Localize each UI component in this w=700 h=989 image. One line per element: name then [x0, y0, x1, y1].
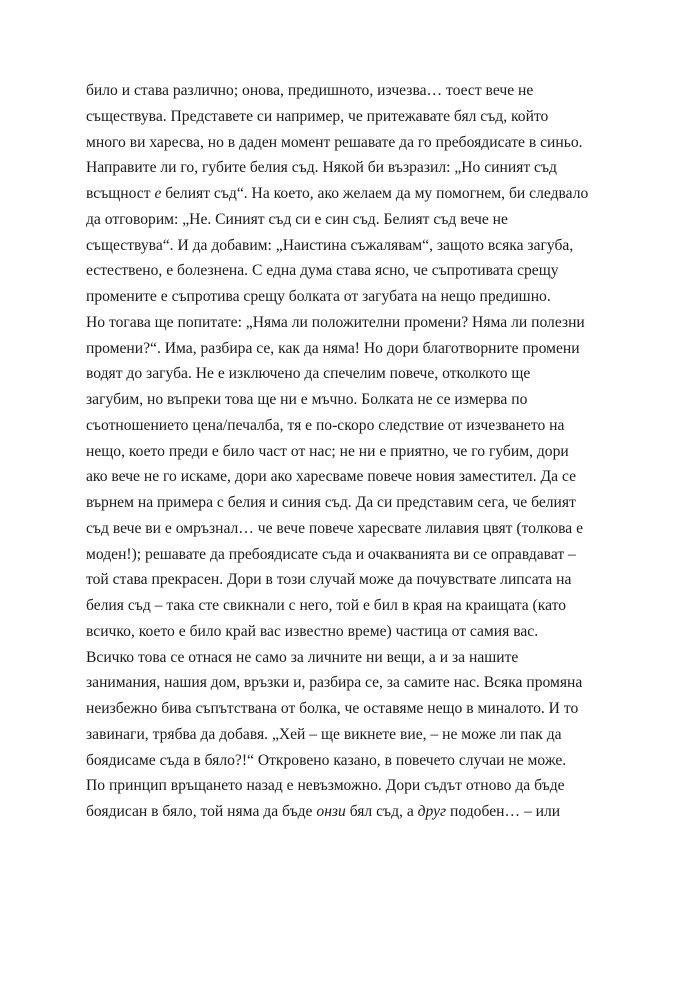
- text-line: завинаги, трябва да добавя. „Хей – ще викнете вие, – не може ли пак да: [86, 725, 562, 743]
- text-line: промени?“. Има, разбира се, как да няма! Но дори благотворните промени: [86, 339, 580, 357]
- text-line: белия съд – така сте свикнали с него, той е бил в края на краищата (като: [86, 597, 566, 614]
- text-line: естествено, е болезнена. С една дума става ясно, че съпротивата срещу: [86, 262, 559, 280]
- text-line: да отговорим: „Не. Синият съд си е син съд. Белият съд вече не: [86, 210, 508, 228]
- text-line: съществува. Представете си например, че притежавате бял съд, който: [86, 107, 549, 125]
- text-line: [86, 181, 646, 207]
- text-line: По принцип връщането назад е невъзможно. Дори съдът отново да бъде: [86, 777, 565, 795]
- text-line: нещо, което преди е било част от нас; не ни е приятно, че го губим, дори: [86, 442, 569, 460]
- text-line: [86, 799, 646, 825]
- text-line: занимания, нашия дом, връзки и, разбира се, за самите нас. Всяка промяна: [86, 674, 583, 692]
- italic-word: онзи: [316, 803, 346, 820]
- text-line: моден!); решавате да пребоядисате съда и очакванията ви се оправдават –: [86, 545, 576, 563]
- text-line: боядисаме съда в бяло?!“ Откровено казано, в повечето случаи не може.: [86, 751, 567, 769]
- italic-word: е: [154, 185, 162, 202]
- text-line: било и става различно; онова, предишното, изчезва… тоест вече не: [86, 82, 534, 99]
- text-line: ако вече не го искаме, дори ако харесваме повече новия заместител. Да се: [86, 468, 576, 486]
- text-line: водят до загуба. Не е изключено да спечелим повече, отколкото ще: [86, 365, 531, 383]
- text-line: Но тогава ще попитате: „Няма ли положителни промени? Няма ли полезни: [86, 313, 585, 331]
- text-line: съществува“. И да добавим: „Наистина съжалявам“, защото всяка загуба,: [86, 236, 574, 254]
- text-segment: подобен… – или: [446, 803, 561, 820]
- text-line: върнем на примера с белия и синия съд. Да си представим сега, че белият: [86, 494, 576, 511]
- text-line: съд вече ви е омръзнал… че вече повече харесвате лилавия цвят (толкова е: [86, 519, 584, 537]
- text-line: Всичко това се отнася не само за личните ни вещи, а и за нашите: [86, 648, 519, 666]
- text-line: промените е съпротива срещу болката от загубата на нещо предишно.: [86, 288, 551, 305]
- text-line: той става прекрасен. Дори в този случай може да почувствате липсата на: [86, 571, 572, 589]
- text-line: много ви харесва, но в даден момент решавате да го пребоядисате в синьо.: [86, 133, 583, 151]
- text-line: всичко, което е било край вас известно време) частица от самия вас.: [86, 622, 539, 640]
- text-segment: боядисан в бяло, той няма да бъде: [86, 803, 317, 820]
- text-segment: бял съд, а: [345, 803, 418, 820]
- text-line: неизбежно бива съпътствана от болка, че оставяме нещо в миналото. И то: [86, 700, 579, 717]
- text-segment: белият съд“. На което, ако желаем да му помогнем, би следвало: [161, 185, 589, 202]
- text-line: съотношението цена/печалба, тя е по-скоро следствие от изчезването на: [86, 416, 565, 434]
- italic-word: друг: [417, 803, 447, 820]
- text-segment: всъщност: [86, 185, 155, 202]
- body-text: [86, 78, 646, 825]
- text-line: Направите ли го, губите белия съд. Някой би възразил: „Но синият съд: [86, 159, 557, 177]
- text-line: загубим, но въпреки това ще ни е мъчно. Болката не се измерва по: [86, 391, 528, 408]
